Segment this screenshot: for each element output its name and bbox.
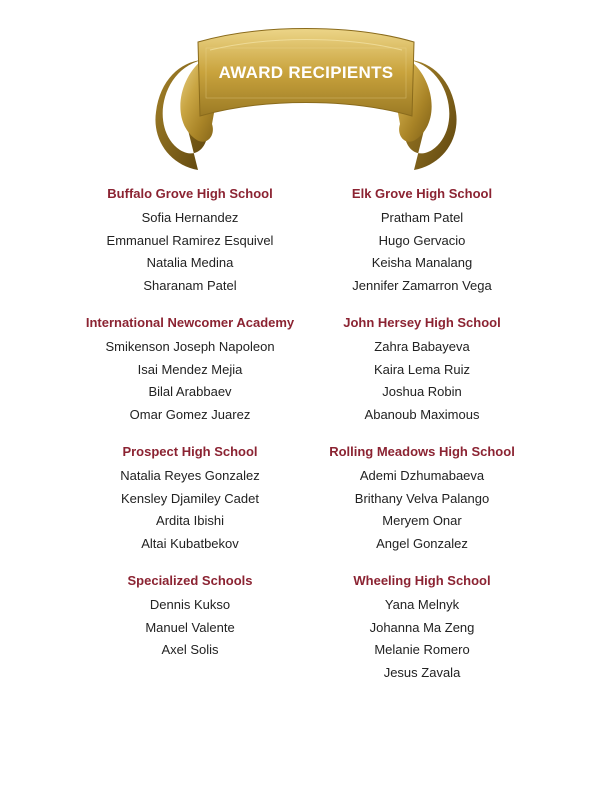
school-group [77,444,303,555]
recipient-name: Brithany Velva Palango [354,490,490,506]
school-group [77,573,303,662]
recipient-name: Angel Gonzalez [376,535,468,551]
recipient-name: Sofia Hernandez [141,210,239,225]
recipient-name: Yana Melnyk [384,597,460,612]
recipient-name: Joshua Robin [382,384,462,399]
school-name: International Newcomer Academy [85,315,295,330]
school-group [309,315,535,426]
school-group [77,186,303,297]
recipient-name: Natalia Medina [146,255,234,270]
recipient-name: Natalia Reyes Gonzalez [120,468,260,483]
recipient-name: Jesus Zavala [383,664,461,680]
recipient-name: Zahra Babayeva [374,339,470,354]
recipient-name: Emmanuel Ramirez Esquivel [106,232,274,248]
recipient-name: Manuel Valente [145,619,235,635]
school-name: John Hersey High School [343,315,501,330]
school-name: Prospect High School [122,444,258,459]
school-name: Rolling Meadows High School [329,444,515,459]
school-group [309,444,535,555]
school-name: Wheeling High School [353,573,491,588]
school-group [309,573,535,684]
left-column [77,186,303,680]
school-name: Elk Grove High School [351,186,493,201]
right-column [309,186,535,702]
school-group [77,315,303,426]
recipient-name: Ardita Ibishi [156,513,224,528]
recipient-name: Meryem Onar [382,513,462,528]
recipient-name: Hugo Gervacio [378,232,466,248]
banner-title: AWARD RECIPIENTS [218,63,394,82]
school-name: Specialized Schools [127,573,253,588]
recipient-name: Ademi Dzhumabaeva [359,468,485,483]
recipient-name: Jennifer Zamarron Vega [352,277,492,293]
recipient-name: Isai Mendez Mejia [137,361,243,377]
recipient-name: Bilal Arabbaev [148,384,232,399]
recipient-name: Kaira Lema Ruiz [373,361,471,377]
award-banner [150,20,462,180]
recipient-name: Axel Solis [161,642,219,657]
recipient-name: Dennis Kukso [149,597,231,612]
recipient-name: Omar Gomez Juarez [129,406,251,422]
recipient-name: Keisha Manalang [371,255,473,270]
recipient-name: Abanoub Maximous [364,406,480,422]
recipient-name: Altai Kubatbekov [141,535,239,551]
recipient-name: Johanna Ma Zeng [369,619,475,635]
recipient-name: Melanie Romero [374,642,470,657]
recipient-name: Kensley Djamiley Cadet [120,490,259,506]
recipient-name: Smikenson Joseph Napoleon [105,339,275,354]
recipient-name: Pratham Patel [380,210,464,225]
school-name: Buffalo Grove High School [107,186,273,201]
recipient-name: Sharanam Patel [143,277,237,293]
gold-ribbon-icon [150,20,462,180]
school-group [309,186,535,297]
